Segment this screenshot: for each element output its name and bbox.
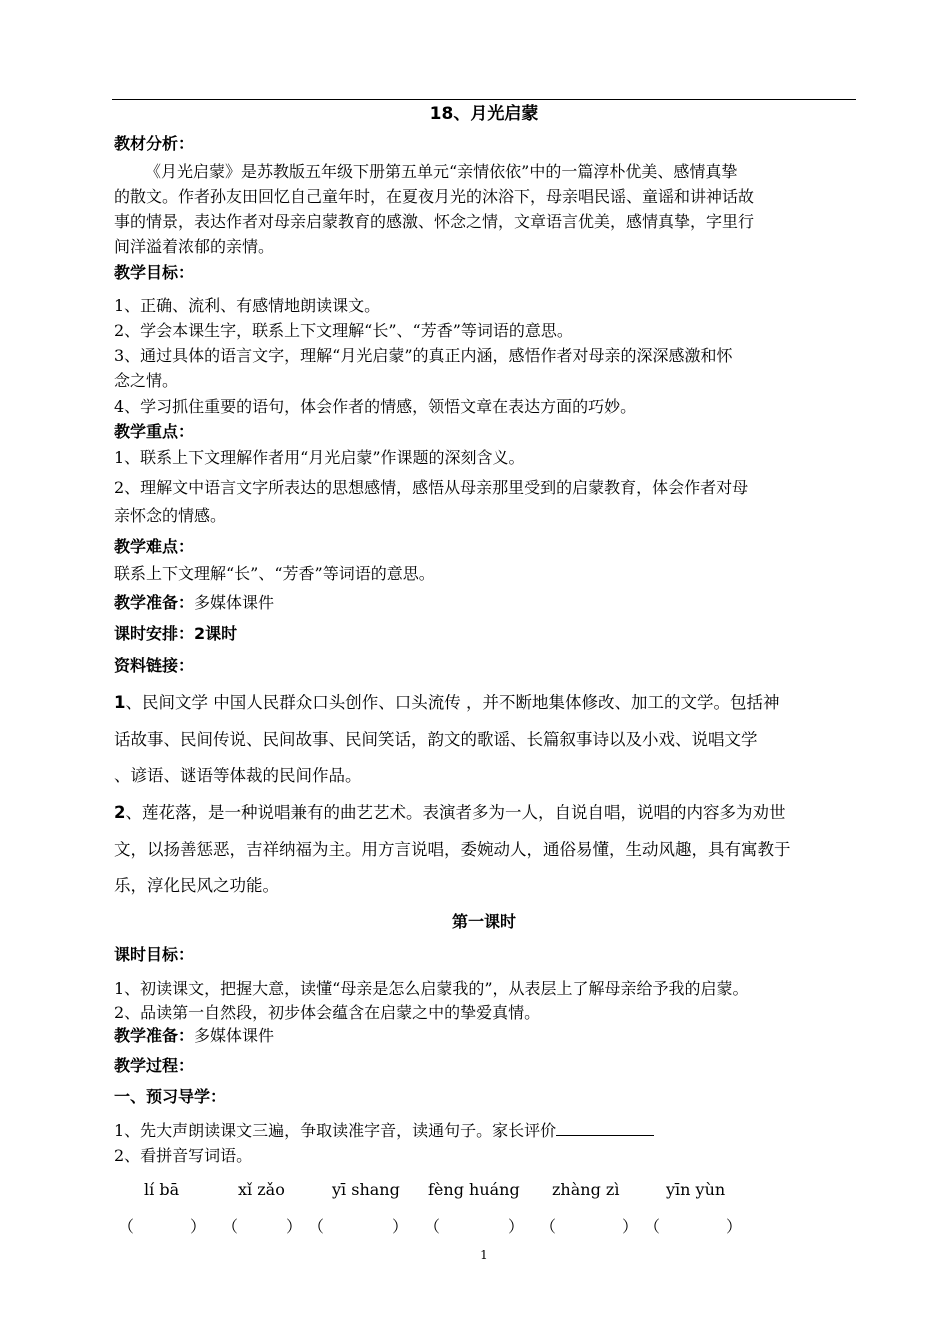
lesson-prep-label: 教学准备： bbox=[114, 1026, 195, 1045]
analysis-heading: 教材分析： bbox=[114, 134, 195, 153]
preview-heading: 一、预习导学： bbox=[114, 1087, 227, 1106]
answer-paren-close: ） bbox=[622, 1217, 639, 1236]
lesson-title: 第一课时 bbox=[451, 912, 516, 931]
goal-item: 4、学习抓住重要的语句，体会作者的情感，领悟文章在表达方面的巧妙。 bbox=[114, 397, 637, 416]
resource-line: 文，以扬善惩恶，吉祥纳福为主。用方言说唱，委婉动人，通俗易懂，生动风趣，具有寓教于 bbox=[114, 840, 791, 859]
lesson-prep-value: 多媒体课件 bbox=[194, 1026, 275, 1045]
lesson-goals-heading: 课时目标： bbox=[114, 945, 195, 964]
resource-item: 2、莲花落，是一种说唱兼有的曲艺艺术。表演者多为一人，自说自唱，说唱的内容多为劝世 bbox=[114, 803, 786, 822]
goal-item: 1、正确、流利、有感情地朗读课文。 bbox=[114, 296, 381, 315]
resource-line: 乐，淳化民风之功能。 bbox=[114, 876, 279, 895]
analysis-line: 的散文。作者孙友田回忆自己童年时，在夏夜月光的沐浴下，母亲唱民谣、童谣和讲神话故 bbox=[114, 187, 755, 206]
pinyin-word: lí bā bbox=[144, 1180, 180, 1199]
goal-item: 2、学会本课生字，联系上下文理解“长”、“芳香”等词语的意思。 bbox=[114, 321, 573, 340]
schedule: 课时安排：2课时 bbox=[114, 624, 238, 643]
difficulty-heading: 教学难点： bbox=[114, 537, 195, 556]
pinyin-word: yīn yùn bbox=[666, 1180, 726, 1199]
key-item: 2、理解文中语言文字所表达的思想感情，感悟从母亲那里受到的启蒙教育，体会作者对母 bbox=[114, 478, 749, 497]
goal-item: 念之情。 bbox=[114, 371, 179, 390]
preview-item: 2、看拼音写词语。 bbox=[114, 1146, 253, 1165]
resource-line: 话故事、民间传说、民间故事、民间笑话，韵文的歌谣、长篇叙事诗以及小戏、说唱文学 bbox=[114, 730, 758, 749]
key-heading: 教学重点： bbox=[114, 422, 195, 441]
prep-label: 教学准备： bbox=[114, 593, 195, 612]
answer-paren-close: ） bbox=[286, 1217, 303, 1236]
answer-paren-close: ） bbox=[508, 1217, 525, 1236]
lesson-prep-line bbox=[114, 1026, 274, 1046]
resource-item: 1、民间文学 中国人民群众口头创作、口头流传 ，并不断地集体修改、加工的文学。包括神 bbox=[114, 693, 780, 712]
prep-value: 多媒体课件 bbox=[194, 593, 275, 612]
resource-line: 、谚语、谜语等体裁的民间作品。 bbox=[114, 766, 362, 785]
answer-paren-open: （ bbox=[644, 1217, 661, 1236]
answer-paren-open: （ bbox=[424, 1217, 441, 1236]
answer-paren-close: ） bbox=[190, 1217, 207, 1236]
analysis-line: 《月光启蒙》是苏教版五年级下册第五单元“亲情依依”中的一篇淳朴优美、感情真挚 bbox=[145, 162, 738, 181]
process-heading: 教学过程： bbox=[114, 1056, 195, 1075]
lesson-goal-item: 2、品读第一自然段，初步体会蕴含在启蒙之中的挚爱真情。 bbox=[114, 1003, 541, 1022]
pinyin-word: zhàng zì bbox=[552, 1180, 620, 1199]
header-rule bbox=[112, 99, 856, 100]
key-item: 亲怀念的情感。 bbox=[114, 506, 227, 525]
parent-rating-blank bbox=[556, 1121, 654, 1136]
pinyin-word: fèng huáng bbox=[428, 1180, 520, 1199]
key-item: 1、联系上下文理解作者用“月光启蒙”作课题的深刻含义。 bbox=[114, 448, 525, 467]
page-title: 18、月光启蒙 bbox=[429, 104, 539, 124]
preview-item: 1、先大声朗读课文三遍，争取读准字音，读通句子。家长评价 bbox=[114, 1121, 654, 1141]
answer-paren-open: （ bbox=[540, 1217, 557, 1236]
resource-number: 1 bbox=[114, 693, 126, 712]
resources-heading: 资料链接： bbox=[114, 656, 195, 675]
pinyin-word: xǐ zǎo bbox=[238, 1180, 285, 1199]
analysis-line: 事的情景，表达作者对母亲启蒙教育的感激、怀念之情，文章语言优美，感情真挚，字里行 bbox=[114, 212, 755, 231]
pinyin-word: yī shang bbox=[332, 1180, 400, 1199]
goal-item: 3、通过具体的语言文字，理解“月光启蒙”的真正内涵，感悟作者对母亲的深深感激和怀 bbox=[114, 346, 733, 365]
prep-line bbox=[114, 593, 274, 613]
answer-paren-open: （ bbox=[308, 1217, 325, 1236]
analysis-line: 间洋溢着浓郁的亲情。 bbox=[114, 237, 275, 256]
resource-number: 2 bbox=[114, 803, 126, 822]
answer-paren-open: （ bbox=[222, 1217, 239, 1236]
answer-paren-close: ） bbox=[726, 1217, 743, 1236]
answer-paren-close: ） bbox=[392, 1217, 409, 1236]
lesson-goal-item: 1、初读课文，把握大意，读懂“母亲是怎么启蒙我的”，从表层上了解母亲给予我的启蒙。 bbox=[114, 979, 749, 998]
page-number: 1 bbox=[480, 1248, 488, 1262]
difficulty-text: 联系上下文理解“长”、“芳香”等词语的意思。 bbox=[114, 564, 435, 583]
answer-paren-open: （ bbox=[118, 1217, 135, 1236]
goals-heading: 教学目标： bbox=[114, 263, 195, 282]
